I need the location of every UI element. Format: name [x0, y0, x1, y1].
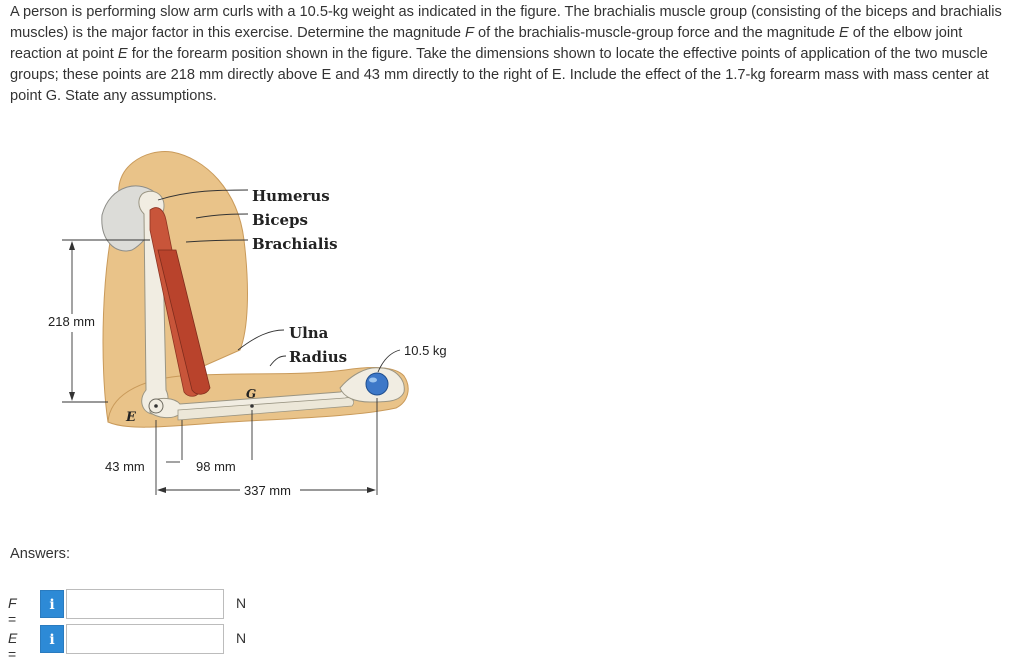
label-humerus: Humerus — [252, 187, 330, 205]
answer-var-e: E = — [8, 630, 18, 662]
problem-text-4: for the forearm position shown in the figure. Take the dimensions shown to locate the effective points of application of the two muscle groups; these points are 218 mm directly above E and 43 mm directly to the right of E. Include the effect of the 1.7-kg forearm mass with mass center at point G. State any assumptions. — [10, 46, 989, 104]
label-biceps: Biceps — [252, 211, 308, 229]
var-f: F — [465, 25, 474, 41]
info-icon[interactable]: i — [40, 590, 64, 618]
label-radius: Radius — [289, 348, 348, 366]
label-brachialis: Brachialis — [252, 235, 338, 253]
label-point-g: G — [246, 387, 257, 401]
arm-curl-figure — [0, 140, 480, 510]
answer-input-f[interactable] — [66, 589, 224, 619]
dim-43mm: 43 mm — [105, 459, 145, 474]
dim-98mm: 98 mm — [196, 459, 236, 474]
var-e: E — [839, 25, 849, 41]
unit-e: N — [236, 630, 247, 646]
dim-337mm: 337 mm — [244, 483, 291, 498]
answer-var-f: F = — [8, 595, 17, 627]
unit-f: N — [236, 595, 247, 611]
answers-label: Answers: — [10, 546, 71, 562]
answer-input-e[interactable] — [66, 624, 224, 654]
problem-text-3: of the elbow joint reaction at point — [10, 25, 963, 62]
problem-text-1: A person is performing slow arm curls with a 10.5-kg weight as indicated in the figure. The brachialis muscle group (consisting of the biceps and brachialis muscles) is the major factor in this exercise. Determine the magnitude — [10, 4, 1002, 41]
weight-ball — [366, 373, 388, 395]
info-icon[interactable]: i — [40, 625, 64, 653]
label-ulna: Ulna — [289, 324, 329, 342]
problem-statement — [10, 2, 1015, 107]
label-weight: 10.5 kg — [404, 343, 447, 358]
label-point-e: E — [126, 410, 136, 425]
problem-text-2: of the brachialis-muscle-group force and the magnitude — [473, 25, 839, 41]
var-e-point: E — [117, 46, 128, 62]
dim-218mm: 218 mm — [48, 314, 95, 329]
